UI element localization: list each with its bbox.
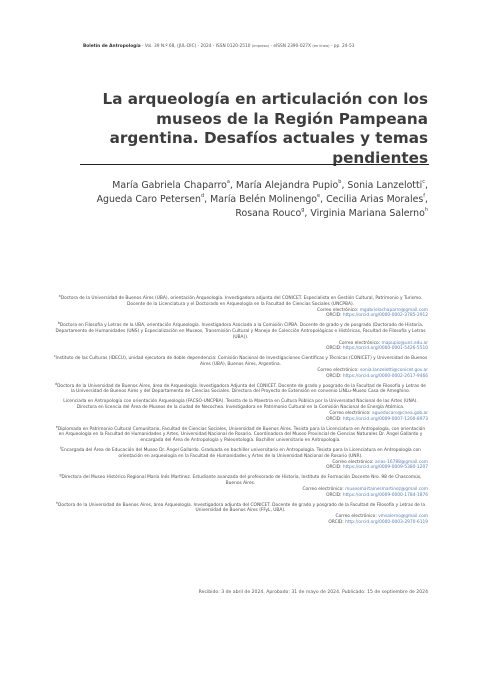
email-link[interactable]: mgabrielachaparro@gmail.com — [359, 307, 428, 313]
note-mark: c — [53, 354, 56, 359]
note-mark: f — [60, 446, 62, 451]
orcid-label: ORCID: — [328, 520, 346, 526]
author-note — [53, 448, 428, 471]
author-name: Rosana Rouco — [235, 207, 302, 219]
email-label: Correo electrónico: — [338, 340, 382, 346]
orcid-link[interactable]: https://orcid.org/0000-0002-3785-2912 — [342, 313, 428, 319]
email-link[interactable]: vmsalerno@gmail.com — [378, 514, 428, 520]
received-dates: Recibido: 3 de abril de 2024. Aprobado: 31 de mayo de 2024. Publicado: 15 de septiembre de 2024 — [198, 590, 428, 595]
author-affiliation-mark: d — [200, 192, 205, 199]
author-notes — [53, 296, 428, 530]
author-separator: , — [320, 193, 327, 205]
email-label: Correo electrónico: — [332, 459, 375, 465]
orcid-link[interactable]: https://orcid.org/0009-0000-1784-1876 — [342, 492, 428, 498]
author-name: Sonia Lanzelotti — [347, 180, 423, 191]
email-label: Correo electrónico: — [329, 410, 373, 416]
email-link[interactable]: agueducaro@cnea.gob.ar — [372, 410, 428, 416]
note-text: Doctora de la Universidad de Buenos Aires (UBA), orientación Arqueología. Investigadora adjunta del CONICET. Especialista en Gestión Cultural, Patrimonio y Turismo. Docente de la Licenciatura y el Doctorado en Arqueología en la Facultad de Ciencias Sociales (UNCPBA). — [60, 296, 423, 307]
email-label: Correo electrónico: — [317, 307, 360, 313]
author-affiliation-mark: b — [338, 179, 342, 185]
author-note — [53, 424, 428, 444]
title-divider — [80, 164, 429, 165]
page-range: - pp. 24-53 — [329, 44, 355, 49]
email-label: Correo electrónico: — [335, 514, 379, 520]
orcid-label: ORCID: — [326, 416, 343, 422]
author-note — [53, 399, 428, 422]
author-separator: , — [341, 180, 348, 191]
orcid-link[interactable]: https://orcid.org/0000-0001-5426-5510 — [342, 346, 428, 352]
author-separator: , — [425, 180, 428, 191]
author-affiliation-mark: g — [301, 206, 305, 213]
note-mark: e — [55, 424, 58, 429]
orcid-label: ORCID: — [326, 465, 343, 471]
eissn: - eISSN 2390-027X — [269, 44, 313, 49]
volume-issn: - Vol. 39 N.º 68, (JUL-DIC) - 2024 - ISSN 0120-2510 — [140, 44, 252, 49]
orcid-label: ORCID: — [326, 373, 343, 379]
author-affiliation-mark: a — [226, 179, 230, 185]
orcid-line — [53, 374, 428, 380]
orcid-label: ORCID: — [326, 313, 343, 319]
running-header — [83, 43, 428, 50]
print-label: (impreso) — [251, 44, 270, 48]
author-name: María Belén Molinengo — [210, 193, 318, 205]
orcid-link[interactable]: https://orcid.org/0009-0007-1200-8973 — [342, 416, 428, 422]
author-separator: , — [425, 193, 428, 205]
note-text: Doctora de la Universidad de Buenos Aires, área de Arqueología. Investigadora Adjunta del CONICET. Docente de grado y posgrado de la Facultad de Filosofía y Letras de la Universidad de Buenos Aires y del Departamento de Ciencias Sociales. Directora del Proyecto de Extensión en convenio LINLu-Museo Casa de Ameghino. — [57, 383, 426, 395]
author-affiliation-mark: f — [423, 192, 426, 199]
orcid-line — [53, 346, 428, 352]
note-text: Doctora en Filosofía y Letras de la UBA, orientación Arqueología. Investigadora Asociada a la Comisión CIPBA. Docente de grado y de posgrado (Doctorado de Historia, Departamento de Humanidades (UNS) y Especialización en Museos, Transmisión Cultural y Manejo de Colección Antropológicas e Históricas, Facultad de Filosofía y Letras (UBA)). — [55, 323, 426, 340]
orcid-line — [53, 313, 428, 319]
orcid-line — [53, 465, 428, 471]
orcid-line — [53, 520, 428, 526]
journal-name: Boletín de Antropología — [83, 44, 141, 49]
note-mark: h — [55, 500, 58, 505]
author-note — [53, 475, 428, 498]
author-name: Cecilia Arias Morales — [326, 193, 424, 205]
author-note — [53, 296, 428, 319]
note-text: Doctora de la Universidad de Buenos Aires, área Arqueología. Investigadora adjunta del CONICET. Docente de grado y posgrado de la Facultad de Filosofía y Letras de la Universidad de Buenos Aires (FFyL, UBA). — [57, 502, 426, 514]
author-note — [53, 381, 428, 396]
author-affiliation-mark: h — [424, 206, 428, 213]
email-link[interactable]: sonia.lanzelotti@conicet.gov.ar — [360, 367, 428, 373]
note-text: Instituto de las Culturas (IDECU), unidad ejecutora de doble dependencia: Comisión Nacional de Investigaciones Científicas y Técnicas (CONICET) y Universidad de Buenos Aires (UBA), Buenos Aires, Argentina. — [55, 356, 428, 368]
note-text: Licenciada en Antropología con orientación Arqueología (FACSO-UNCPBA). Tesista de la Maestría en Cultura Pública por la Universidad Nacional de las Artes (UNA). Directora en licencia del Área de Museos de la ciudad de Necochea. Investigadora en Patrimonio Cultural en la Comisión Nacional de Energía Atómica. — [63, 399, 418, 411]
author-separator: , — [304, 207, 311, 219]
author-note — [53, 500, 428, 526]
email-label: Correo electrónico: — [317, 367, 361, 373]
author-note — [53, 356, 428, 379]
orcid-label: ORCID: — [326, 492, 343, 498]
orcid-link[interactable]: http://orcid.org/0000-0003-2970-6119 — [345, 520, 428, 526]
author-list — [58, 179, 428, 221]
note-mark: g — [59, 473, 62, 478]
author-name: María Alejandra Pupio — [235, 180, 339, 191]
note-mark: b — [57, 321, 60, 326]
note-text: Directora del Museo Histórico Regional María Inés Martínez. Estudiante avanzada del profesorado de Historia, Instituto de Formación Docente Nro. 98 de Chascomús, Buenos Aires. — [61, 475, 422, 487]
note-text: Diplomada en Patrimonio Cultural Comunitario, Facultad de Ciencias Sociales, Universidad de Buenos Aires. Tesista para la Licenciatura en Antropología, con orientación en Arqueología en la Facultad de Humanidades y Artes, Universidad Nacional de Rosario. Coordinadora del Museo Provincial de Ciencias Naturales Dr. Ángel Gallardo y encargada del Área de Antropología y Paleontología. Bachiller universitario en Antropología. — [57, 426, 426, 444]
orcid-link[interactable]: https://orcid.org/0000-0002-2617-9466 — [342, 373, 428, 379]
author-note — [53, 323, 428, 352]
author-name: María Gabriela Chaparro — [112, 180, 227, 191]
note-mark: d — [55, 381, 58, 386]
note-mark: a — [58, 294, 61, 299]
article-title: La arqueología en articulación con los museos de la Región Pampeana argentina. Desafíos actuales y temas pendientes — [102, 90, 428, 167]
author-separator: , — [229, 180, 236, 191]
author-affiliation-mark: c — [422, 179, 426, 185]
email-link[interactable]: arias-16788@gmail.com — [374, 459, 428, 465]
author-separator: , — [204, 193, 211, 205]
author-affiliation-mark: e — [317, 192, 321, 199]
author-name: Virginia Mariana Salerno — [310, 207, 425, 219]
author-name: Agueda Caro Petersen — [96, 193, 201, 205]
orcid-label: ORCID: — [326, 346, 343, 352]
email-label: Correo electrónico: — [302, 486, 346, 492]
orcid-line — [53, 417, 428, 423]
orcid-link[interactable]: https://orcid.org/0009-0009-5380-1207 — [342, 465, 428, 471]
note-text: Encargada del Área de Educación del Museo Dr. Ángel Gallardo. Graduada en bachiller universitario en Antropología. Tesista para la Licenciatura en Antropología con orientación en arqueología en la Facultad de Humanidades y Artes de la Universidad Nacional de Rosario (UNR). — [61, 448, 421, 459]
online-label: (en línea) — [312, 44, 330, 48]
email-link[interactable]: museomartainesmartinez@gmail.com — [345, 486, 428, 492]
orcid-line — [53, 493, 428, 499]
email-link[interactable]: mapupio@uns.edu.ar — [381, 340, 428, 346]
